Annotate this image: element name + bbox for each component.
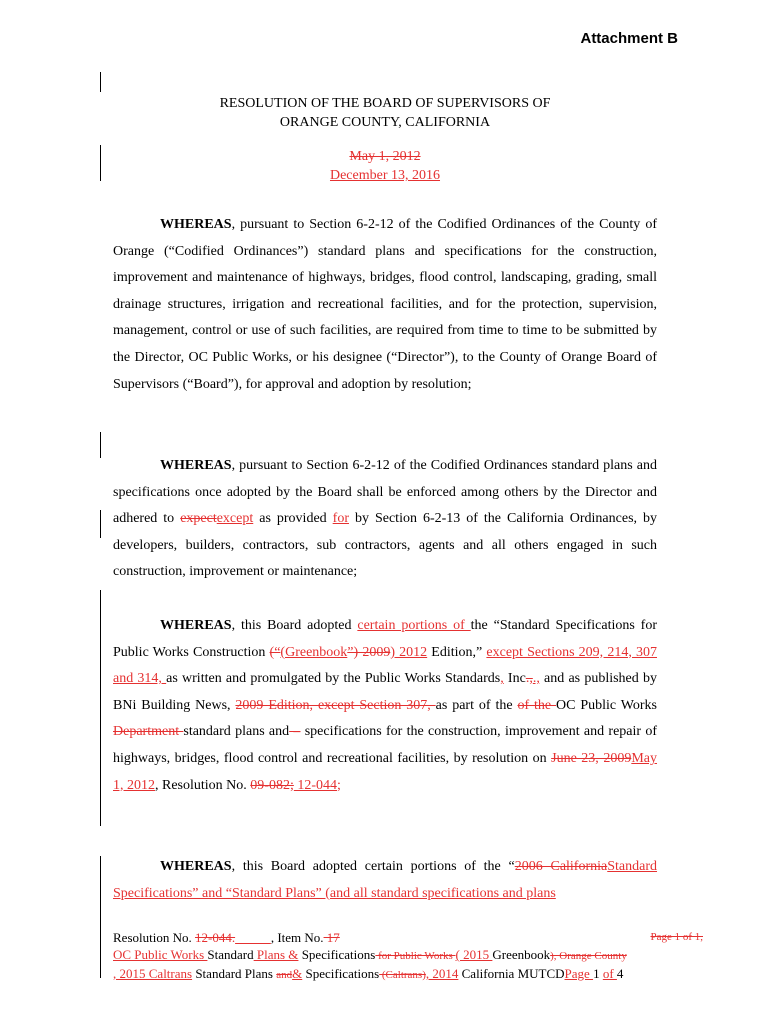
inserted-text: Standard Specifications” and “Standard Plans” (and all standard specifications and plans	[113, 859, 658, 901]
paragraph-text: specifications for the construction, improvement and repair of highways, bridges, flood control and recreational facilities, by resolution on	[113, 724, 657, 766]
deleted-text: and	[276, 969, 293, 981]
title-line-2: ORANGE COUNTY, CALIFORNIA	[279, 115, 491, 130]
inserted-text: ,	[500, 671, 504, 687]
footer-text: California MUTCD	[458, 966, 565, 981]
whereas-paragraph-2	[113, 453, 657, 586]
inserted-text: (Greenbook	[280, 644, 348, 660]
paragraph-text: as provided	[253, 511, 333, 527]
page-footer	[113, 929, 703, 984]
whereas-paragraph-3	[113, 613, 657, 799]
deleted-text: 12-044.	[194, 930, 236, 945]
footer-text: 4	[616, 966, 624, 981]
deleted-text: expect	[180, 511, 217, 527]
footer-text: Specifications	[302, 966, 380, 981]
attachment-label: Attachment B	[580, 30, 678, 47]
footer-line-2	[113, 946, 703, 965]
whereas-lead: WHEREAS	[160, 618, 232, 633]
change-bar	[100, 72, 101, 92]
deleted-text: –	[289, 724, 301, 740]
inserted-text: , 2014	[425, 966, 459, 981]
paragraph-text: , pursuant to Section 6-2-12 of the Codified Ordinances of the County of Orange (“Codified Ordinances”) standard plans and specifications for the construction, improvement and maintenance of highways, bridges, flood control, landscaping, grading, small drainage structures, irrigation and recreational facilities, and for the protection, supervision, management, control or use of such facilities, are required from time to time to be submitted by the Director, OC Public Works, or his designee (“Director”), to the County of Orange Board of Supervisors (“Board”), for approval and adoption by resolution;	[113, 217, 657, 392]
title-line-1: RESOLUTION OF THE BOARD OF SUPERVISORS OF	[219, 96, 551, 111]
paragraph-text: as written and promulgated by the Public Works Standards	[166, 671, 501, 687]
paragraph-text: Inc	[503, 671, 526, 687]
change-bar	[100, 432, 101, 458]
change-bar	[100, 510, 101, 538]
deleted-text: ), Orange County	[550, 950, 627, 962]
deleted-text: of the	[517, 697, 557, 713]
footer-text: Greenbook	[492, 947, 551, 962]
inserted-text: &	[292, 966, 303, 981]
deleted-date: May 1, 2012	[349, 149, 421, 164]
resolution-date	[0, 147, 770, 185]
deleted-text: (Caltrans)	[379, 969, 426, 981]
footer-text: 1	[593, 966, 603, 981]
deleted-text: for Public Works	[375, 950, 456, 962]
inserted-text: Page	[564, 966, 594, 981]
change-bar	[100, 856, 101, 978]
inserted-text: certain portions of	[357, 618, 471, 633]
inserted-text: .,	[532, 671, 540, 687]
inserted-date: December 13, 2016	[329, 168, 441, 183]
whereas-lead: WHEREAS	[160, 859, 232, 874]
deleted-text: June 23, 2009	[551, 750, 632, 766]
paragraph-text: Edition,”	[427, 644, 487, 660]
deleted-page-number: Page 1 of 1,	[650, 931, 703, 943]
deleted-text: 17	[323, 930, 340, 945]
footer-line-1	[113, 929, 703, 946]
paragraph-text: , pursuant to Section 6-2-12 of the Codified Ordinances standard plans and specifications once adopted by the Board shall be enforced among others by the Director and adhered to	[113, 458, 657, 527]
inserted-text: , 2015 Caltrans	[113, 966, 193, 981]
inserted-text: May 1, 2012	[113, 750, 657, 793]
paragraph-text: , this Board adopted certain portions of the “	[231, 859, 515, 874]
footer-text: Standard	[207, 947, 254, 962]
inserted-text: 12-044;	[293, 777, 341, 793]
paragraph-text: standard plans and	[183, 724, 290, 740]
footer-text: , Item No.	[270, 930, 324, 945]
whereas-lead: WHEREAS	[160, 458, 232, 473]
deleted-text: ”) 2009	[347, 644, 391, 660]
deleted-text: Department	[113, 724, 184, 740]
footer-text: Resolution No.	[113, 930, 195, 945]
deleted-text: 2006 California	[514, 859, 608, 874]
paragraph-text: by Section 6-2-13 of the California Ordinances, by developers, builders, contractors, sub contractors, agents and all others engaged in such construction, improvement or maintenance;	[113, 511, 658, 580]
inserted-text: except Sections 209, 214, 307 and 314,	[113, 644, 657, 687]
whereas-paragraph-1	[113, 212, 657, 398]
inserted-text: for	[332, 511, 349, 527]
deleted-text: 2009 Edition, except Section 307,	[235, 697, 436, 713]
document-title	[0, 94, 770, 132]
inserted-text	[235, 930, 271, 945]
whereas-paragraph-4	[113, 854, 657, 907]
footer-text: Standard Plans	[192, 966, 277, 981]
inserted-text: OC Public Works	[113, 947, 208, 962]
paragraph-text: as part of the	[435, 697, 518, 713]
deleted-text: (“	[269, 644, 281, 660]
change-bar	[100, 590, 101, 826]
deleted-text: .,	[525, 671, 533, 687]
inserted-text: ) 2012	[390, 644, 428, 660]
inserted-text: ( 2015	[455, 947, 493, 962]
footer-text: Specifications	[298, 947, 376, 962]
deleted-text: 09-082;	[250, 777, 294, 793]
paragraph-text: and as published by BNi Building News,	[113, 671, 657, 713]
whereas-lead: WHEREAS	[160, 217, 232, 232]
inserted-text: of	[602, 966, 617, 981]
footer-line-3	[113, 965, 703, 984]
paragraph-text: , this Board adopted	[231, 618, 358, 633]
paragraph-text: OC Public Works	[556, 697, 657, 713]
inserted-text: except	[216, 511, 254, 527]
paragraph-text: the “Standard Specifications for Public Works Construction	[113, 618, 657, 660]
paragraph-text: , Resolution No.	[155, 777, 251, 793]
inserted-text: Plans &	[253, 947, 299, 962]
